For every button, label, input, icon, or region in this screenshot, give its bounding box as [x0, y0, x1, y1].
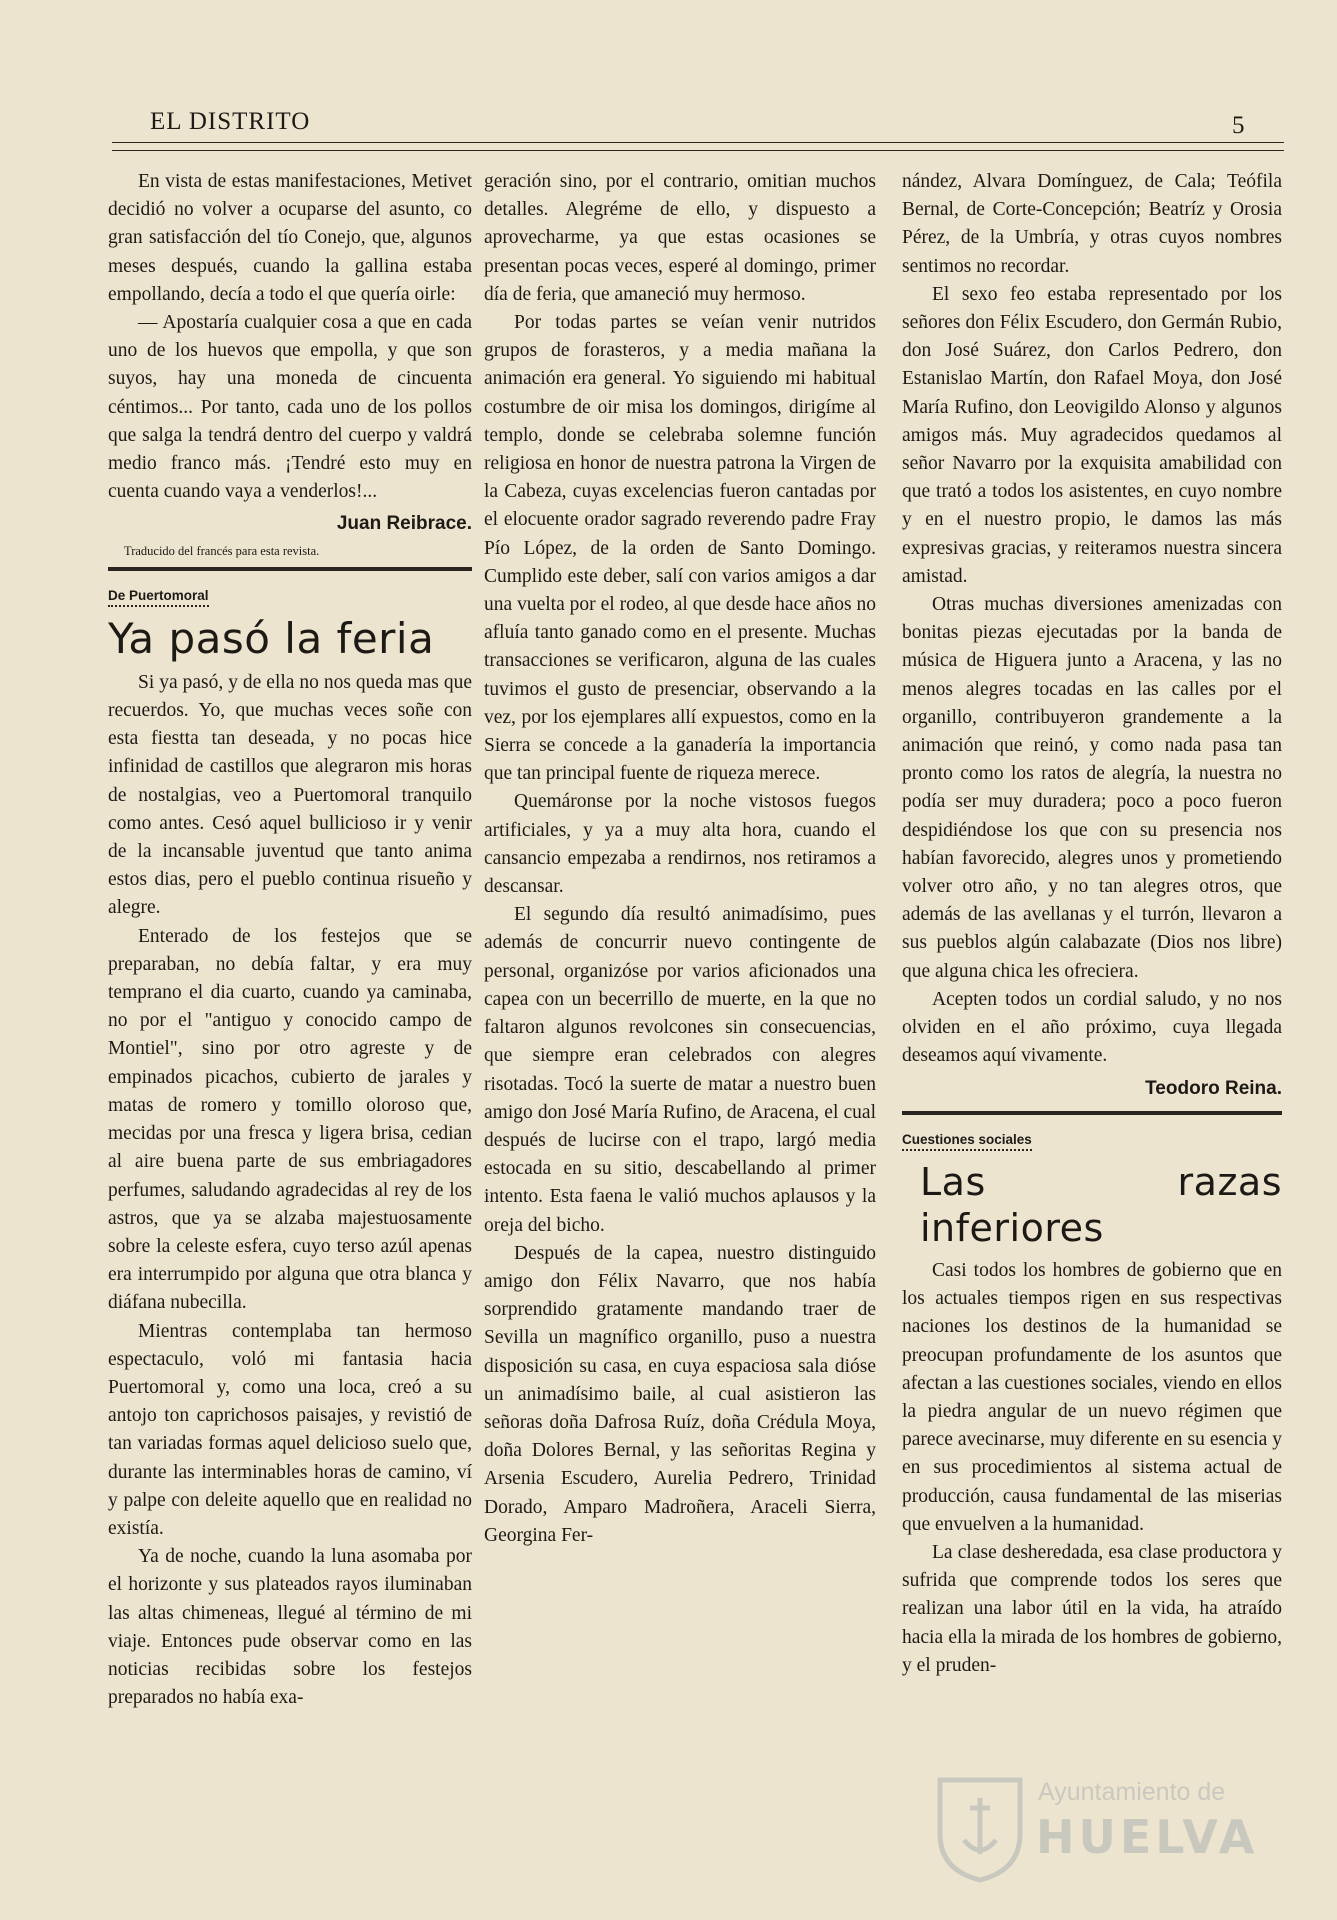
newspaper-title: EL DISTRITO [150, 108, 311, 135]
article-paragraph: Si ya pasó, y de ella no nos queda mas que recuerdos. Yo, que muchas veces soñe con esta fiestta tan deseada, y no pocas hice infinidad de castillos que alegraron mis horas de nostalgias, veo a Puertomoral tranquilo como antes. Cesó aquel bullicioso ir y venir de la incansable juventud que tanto anima estos dias, pero el pueblo continua risueño y alegre. [108, 671, 472, 919]
section-label: Cuestiones sociales [902, 1131, 1032, 1151]
column-2 [484, 168, 876, 1550]
header-rule-bottom [112, 150, 1284, 151]
translation-note: Traducido del francés para esta revista. [124, 543, 320, 558]
article-paragraph: Mientras contemplaba tan hermoso espectaculo, voló mi fantasia hacia Puertomoral y, como una loca, creó a su antojo ton caprichosos paisajes, y revistió de tan variadas formas aquel delicioso suelo que, durante las interminables horas de camino, ví y palpe con deleite aquello que en realidad no existía. [108, 1320, 472, 1539]
article-divider [902, 1111, 1282, 1115]
article-paragraph: Casi todos los hombres de gobierno que en los actuales tiempos rigen en sus respectivas naciones los destinos de la humanidad se preocupan profundamente de los asuntos que afectan a las cuestiones sociales, viendo en ellos la piedra angular de un nuevo régimen que parece avecinarse, muy diferente en su esencia y en sus procedimientos al sistema actual de producción, causa fundamental de las miserias que envuelven a la humanidad. [902, 1259, 1282, 1535]
article-paragraph: Quemáronse por la noche vistosos fuegos artificiales, y ya a muy alta hora, cuando el cansancio empezaba a rendirnos, nos retiramos a descansar. [484, 791, 876, 898]
article-paragraph: geración sino, por el contrario, omitian muchos detalles. Alegréme de ello, y dispuesto a aprovecharme, ya que estas ocasiones se presentan pocas veces, esperé al domingo, primer día de feria, que amaneció muy hermoso. [484, 171, 876, 305]
city-shield-icon [934, 1774, 1026, 1884]
article-signature: Juan Reibrace. [336, 513, 472, 535]
watermark-city: HUELVA [1036, 1810, 1259, 1864]
archive-watermark [934, 1774, 1259, 1884]
article-paragraph: nández, Alvara Domínguez, de Cala; Teófila Bernal, de Corte-Concepción; Beatríz y Orosia Pérez, de la Umbría, y otras cuyos nombres sentimos no recordar. [902, 171, 1282, 277]
column-3 [902, 168, 1282, 1680]
article-headline: Ya pasó la feria [108, 613, 435, 663]
article-signature: Teodoro Reina. [1145, 1077, 1282, 1099]
header-rule-top [112, 142, 1284, 143]
article-paragraph: Acepten todos un cordial saludo, y no nos olviden en el año próximo, cuya llegada deseamos aquí vivamente. [902, 988, 1282, 1067]
column-1 [108, 168, 472, 1712]
article-paragraph: Por todas partes se veían venir nutridos grupos de forasteros, y a media mañana la animación era general. Yo siguiendo mi habitual costumbre de oir misa los domingos, dirigíme al templo, donde se celebraba solemne función religiosa en honor de nuestra patrona la Virgen de la Cabeza, cuyas excelencias fueron cantadas por el elocuente orador sagrado reverendo padre Fray Pío López, de la orden de Santo Domingo. Cumplido este deber, salí con varios amigos a dar una vuelta por el rodeo, al que desde hace años no afluía tanto ganado como en el presente. Muchas transacciones se verificaron, alguna de las cuales tuvimos el gusto de presenciar, observando a la vez, por los ejemplares allí expuestos, como en la Sierra se concede a la ganadería la importancia que tan principal fuente de riqueza merece. [484, 312, 876, 785]
article-paragraph: Después de la capea, nuestro distinguido amigo don Félix Navarro, que nos había sorprendido gratamente mandando traer de Sevilla un magnífico organillo, puso a nuestra disposición su casa, en cuya espaciosa sala dióse un animadísimo baile, al cual asistieron las señoras doña Dafrosa Ruíz, doña Crédula Moya, doña Dolores Bernal, y las señoritas Regina y Arsenia Escudero, Aurelia Pedrero, Trinidad Dorado, Amparo Madroñera, Araceli Sierra, Georgina Fer- [484, 1242, 876, 1546]
article-divider [108, 567, 472, 571]
article-paragraph: Otras muchas diversiones amenizadas con bonitas piezas ejecutadas por la banda de música de Higuera junto a Aracena, y las no menos alegres tocadas en las calles por el organillo, contribuyeron grandemente a la animación que reinó, y como nada pasa tan pronto como los ratos de alegría, la nuestra no podía ser muy duradera; poco a poco fueron despidiéndose los que con su presencia nos habían favorecido, alegres unos y prometiendo volver otro año, y no tan alegres otros, que además de las avellanas y el turrón, llevaron a sus pueblos algún calabazate (Dios nos libre) que alguna chica les ofreciera. [902, 594, 1282, 982]
article-paragraph: Enterado de los festejos que se preparaban, no debía faltar, y era muy temprano el dia cuarto, cuando ya caminaba, no por el "antiguo y conocido campo de Montiel", sino por otro agreste y de empinados picachos, cubierto de jarales y matas de romero y tomillo oloroso que, mecidas por una fresca y ligera brisa, cedian al aire buena parte de sus embriagadores perfumes, saludando agradecidas al rey de los astros, que ya se alzaba majestuosamente sobre la celeste esfera, cuyo terso azúl apenas era interrumpido por alguna que otra blanca y diáfana nubecilla. [108, 925, 472, 1314]
watermark-text: Ayuntamiento de [1038, 1778, 1226, 1806]
article-headline: Las razas inferiores [920, 1159, 1282, 1250]
page-number: 5 [1232, 112, 1245, 139]
article-paragraph: Ya de noche, cuando la luna asomaba por el horizonte y sus plateados rayos iluminaban las altas chimeneas, llegué al término de mi viaje. Entonces pude observar como en las noticias recibidas sobre los festejos preparados no había exa- [108, 1546, 472, 1709]
article-paragraph: El segundo día resultó animadísimo, pues además de concurrir nuevo contingente de personal, organizóse por varios aficionados una capea con un becerrillo de muerte, en la que no faltaron algunos revolcones sin consecuencias, que siempre eran celebrados con alegres risotadas. Tocó la suerte de matar a nuestro buen amigo don José María Rufino, de Aracena, el cual después de lucirse con el trapo, largó media estocada en su sitio, descabellando al primer intento. Esta faena le valió muchos aplausos y la oreja del bicho. [484, 904, 876, 1236]
article-paragraph: El sexo feo estaba representado por los señores don Félix Escudero, don Germán Rubio, don José Suárez, don Carlos Pedrero, don Estanislao Martín, don Rafael Moya, don José María Rufino, don Leovigildo Alonso y algunos amigos más. Muy agradecidos quedamos al señor Navarro por la exquisita amabilidad con que trató a todos los asistentes, en cuyo nombre y en el nuestro propio, le damos las más expresivas gracias, y reiteramos nuestra sincera amistad. [902, 283, 1282, 587]
section-label: De Puertomoral [108, 587, 209, 607]
article-paragraph: La clase desheredada, esa clase productora y sufrida que comprende todos los seres que realizan una labor útil en la vida, ha atraído hacia ella la mirada de los hombres de gobierno, y el pruden- [902, 1541, 1282, 1676]
article-paragraph: En vista de estas manifestaciones, Metivet decidió no volver a ocuparse del asunto, co gran satisfacción del tío Conejo, que, algunos meses después, cuando la gallina estaba empollando, decía a todo el que quería oirle: [108, 171, 472, 305]
article-paragraph: — Apostaría cualquier cosa a que en cada uno de los huevos que empolla, y que son suyos, hay una moneda de cincuenta céntimos... Por tanto, cada uno de los pollos que salga la tendrá dentro del cuerpo y valdrá medio franco más. ¡Tendré esto muy en cuenta cuando vaya a venderlos!... [108, 312, 472, 503]
